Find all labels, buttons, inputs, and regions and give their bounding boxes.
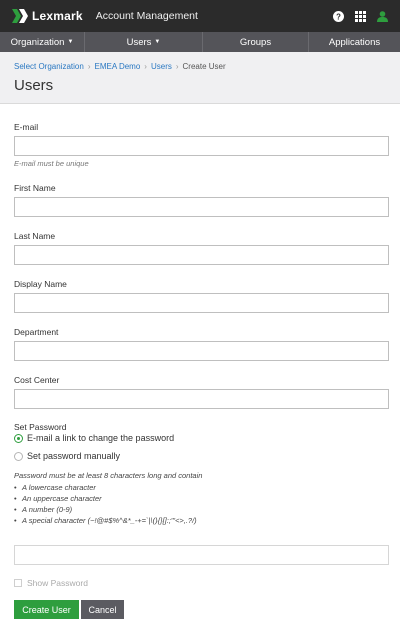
breadcrumb-select-organization[interactable]: Select Organization [14, 62, 84, 71]
password-rules-intro: Password must be at least 8 characters long and contain [14, 471, 203, 480]
breadcrumb-users[interactable]: Users [150, 62, 172, 71]
first-name-label: First Name [14, 183, 56, 193]
password-rule-item: • A lowercase character [14, 482, 389, 493]
nav-groups[interactable] [202, 32, 308, 52]
radio-set-manually-label: Set password manually [27, 451, 121, 461]
radio-button-checked[interactable] [14, 434, 23, 443]
show-password-toggle[interactable] [14, 578, 389, 588]
password-rule-item: • An uppercase character [14, 493, 389, 504]
user-icon[interactable] [376, 10, 388, 22]
display-name-field[interactable] [14, 293, 389, 313]
radio-email-link-label: E-mail a link to change the password [27, 433, 175, 443]
breadcrumb-separator: › [175, 62, 179, 71]
svg-text:?: ? [335, 11, 341, 21]
last-name-label: Last Name [14, 231, 56, 241]
password-rules [14, 471, 389, 526]
first-name-field[interactable] [14, 197, 389, 217]
cost-center-field[interactable] [14, 389, 389, 409]
app-title: Account Management [95, 10, 198, 22]
lexmark-logo-icon [12, 9, 28, 23]
password-rule-item: • A number (0-9) [14, 504, 389, 515]
brand-logo[interactable] [12, 9, 83, 23]
apps-grid-icon[interactable] [354, 10, 366, 22]
main-nav [0, 32, 400, 52]
display-name-label: Display Name [14, 279, 67, 289]
show-password-checkbox[interactable] [14, 579, 22, 587]
cost-center-label: Cost Center [14, 375, 60, 385]
nav-applications[interactable] [308, 32, 400, 52]
breadcrumb-separator: › [87, 62, 91, 71]
radio-set-manually[interactable] [14, 451, 389, 461]
password-rule-item: • A special character (~!@#$%^&*_-+=`|\(){}[]:;"'<>,.?/) [14, 515, 389, 526]
breadcrumb [14, 62, 386, 71]
radio-email-link[interactable] [14, 433, 389, 443]
nav-users-label: Users [126, 36, 152, 48]
caret-down-icon: ▼ [154, 39, 161, 45]
department-label: Department [14, 327, 59, 337]
email-field[interactable] [14, 136, 389, 156]
create-user-button[interactable]: Create User [14, 600, 79, 619]
password-rules-list [14, 482, 389, 526]
breadcrumb-emea-demo[interactable]: EMEA Demo [94, 62, 141, 71]
create-user-form [0, 104, 400, 619]
help-icon[interactable] [332, 10, 344, 22]
form-actions [14, 600, 389, 619]
page-title: Users [14, 77, 54, 94]
department-field[interactable] [14, 341, 389, 361]
top-bar [0, 0, 400, 32]
brand-name: Lexmark [32, 9, 83, 23]
nav-organization[interactable] [0, 32, 84, 52]
email-hint: E-mail must be unique [14, 159, 89, 168]
last-name-field[interactable] [14, 245, 389, 265]
breadcrumb-separator: › [144, 62, 147, 71]
nav-groups-label: Groups [239, 36, 272, 48]
email-label: E-mail [14, 122, 39, 132]
nav-users[interactable] [84, 32, 202, 52]
set-password-label: Set Password [14, 422, 67, 432]
caret-down-icon: ▼ [67, 39, 74, 45]
password-field[interactable] [14, 545, 389, 565]
page-header [0, 52, 400, 104]
nav-applications-label: Applications [328, 36, 381, 48]
breadcrumb-current: Create User [182, 62, 226, 71]
nav-organization-label: Organization [10, 36, 65, 48]
cancel-button[interactable]: Cancel [81, 600, 124, 619]
radio-button-unchecked[interactable] [14, 452, 23, 461]
show-password-label: Show Password [27, 578, 88, 588]
